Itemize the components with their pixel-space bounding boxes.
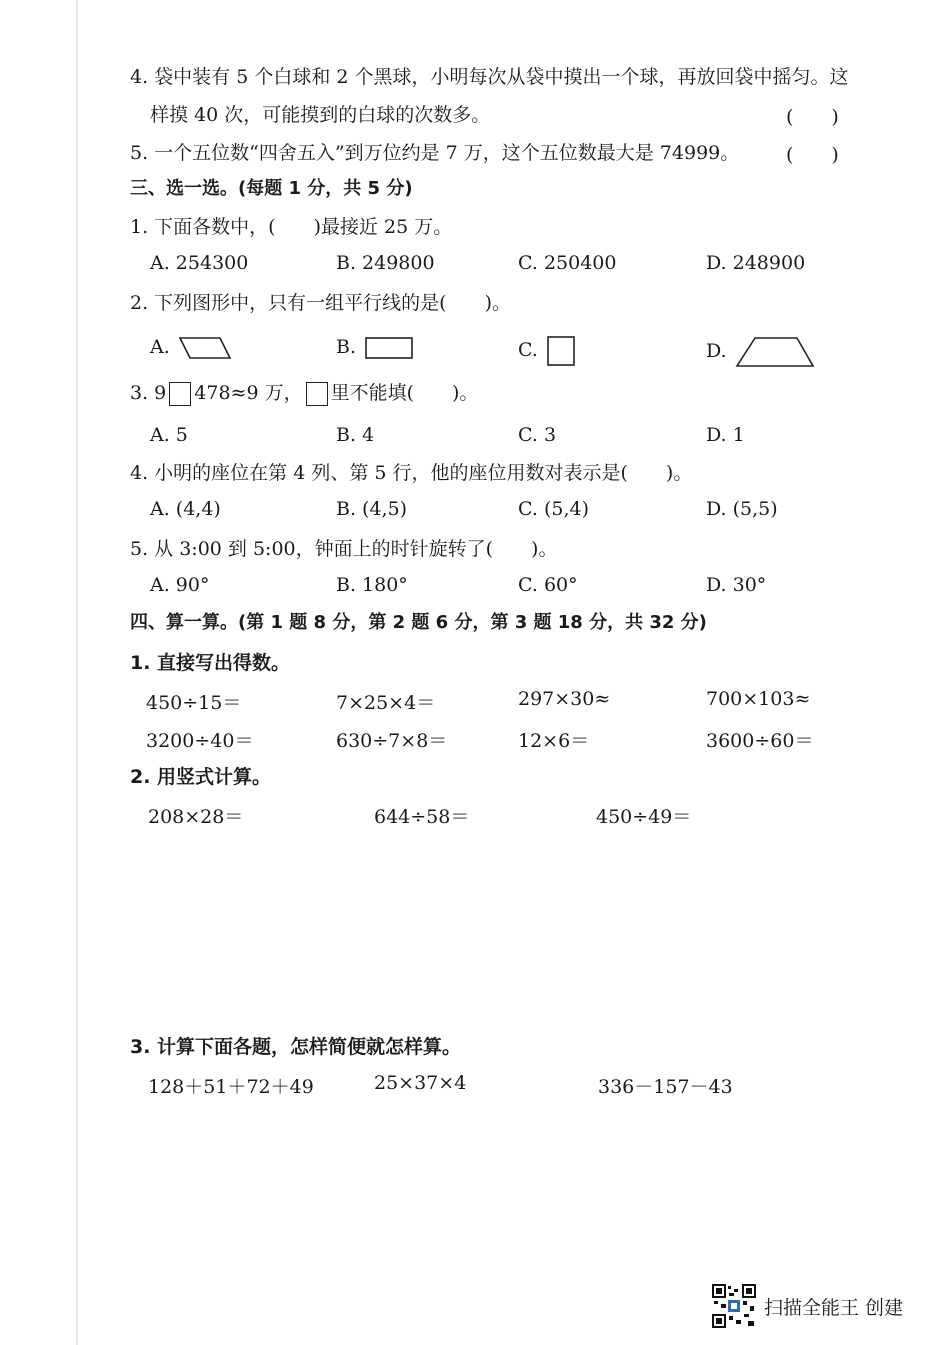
q3-text-c: 里不能填( )。 bbox=[330, 382, 479, 404]
vertical-calc-3[interactable]: 450÷49＝ bbox=[596, 806, 692, 828]
vertical-calc-1[interactable]: 208×28＝ bbox=[148, 806, 244, 828]
q2-option-c[interactable] bbox=[518, 334, 578, 368]
mental-calc-8[interactable]: 3600÷60＝ bbox=[706, 730, 814, 752]
calc-q3: 3. 计算下面各题，怎样简便就怎样算。 bbox=[130, 1036, 462, 1058]
digit-box[interactable] bbox=[169, 382, 191, 406]
judge-q5: 5. 一个五位数“四舍五入”到万位约是 7 万，这个五位数最大是 74999。 bbox=[130, 142, 740, 164]
q3-option-c[interactable]: C. 3 bbox=[518, 424, 557, 446]
q4-option-a[interactable]: A. (4,4) bbox=[150, 498, 221, 520]
choice-q1: 1. 下面各数中，( )最接近 25 万。 bbox=[130, 216, 453, 238]
q1-option-a[interactable]: A. 254300 bbox=[150, 252, 249, 274]
q1-option-d[interactable]: D. 248900 bbox=[706, 252, 806, 274]
choice-q3 bbox=[130, 380, 478, 406]
mental-calc-6[interactable]: 630÷7×8＝ bbox=[336, 730, 448, 752]
judge-q4-line1: 4. 袋中装有 5 个白球和 2 个黑球，小明每次从袋中摸出一个球，再放回袋中摇匀。这 bbox=[130, 66, 849, 88]
trapezoid-icon bbox=[733, 334, 817, 370]
mental-calc-5[interactable]: 3200÷40＝ bbox=[146, 730, 254, 752]
q5-option-c[interactable]: C. 60° bbox=[518, 574, 578, 596]
q4-option-c[interactable]: C. (5,4) bbox=[518, 498, 589, 520]
page-spine bbox=[76, 0, 78, 1345]
q5-option-a[interactable]: A. 90° bbox=[150, 574, 210, 596]
choice-q4: 4. 小明的座位在第 4 列、第 5 行，他的座位用数对表示是( )。 bbox=[130, 462, 693, 484]
choice-q2: 2. 下列图形中，只有一组平行线的是( )。 bbox=[130, 292, 511, 314]
watermark-text: 扫描全能王 创建 bbox=[764, 1296, 904, 1319]
digit-box-ref bbox=[306, 382, 328, 406]
simplify-calc-2[interactable]: 25×37×4 bbox=[374, 1072, 467, 1094]
square-icon bbox=[544, 334, 578, 368]
vertical-calc-2[interactable]: 644÷58＝ bbox=[374, 806, 470, 828]
q2-option-d[interactable] bbox=[706, 334, 817, 370]
parallelogram-icon bbox=[176, 334, 236, 362]
q3-option-d[interactable]: D. 1 bbox=[706, 424, 745, 446]
qr-code-icon bbox=[712, 1284, 756, 1328]
answer-paren-q4[interactable]: ( ) bbox=[786, 106, 839, 128]
q4-option-d[interactable]: D. (5,5) bbox=[706, 498, 778, 520]
q3-option-b[interactable]: B. 4 bbox=[336, 424, 375, 446]
simplify-calc-3[interactable]: 336－157－43 bbox=[598, 1076, 733, 1098]
q3-text-b: 478≈9 万， bbox=[194, 382, 303, 404]
section4-title: 四、算一算。(第 1 题 8 分，第 2 题 6 分，第 3 题 18 分，共 32 分) bbox=[130, 612, 707, 633]
q2-option-d-label: D. bbox=[706, 340, 727, 362]
q3-text-a: 3. 9 bbox=[130, 382, 167, 404]
q2-option-b[interactable] bbox=[336, 334, 418, 362]
q2-option-c-label: C. bbox=[518, 339, 538, 361]
scanner-watermark bbox=[712, 1284, 903, 1328]
q2-option-a-label: A. bbox=[150, 336, 170, 358]
q5-option-d[interactable]: D. 30° bbox=[706, 574, 767, 596]
calc-q1: 1. 直接写出得数。 bbox=[130, 652, 291, 674]
mental-calc-1[interactable]: 450÷15＝ bbox=[146, 692, 242, 714]
q2-option-a[interactable] bbox=[150, 334, 236, 362]
rectangle-icon bbox=[362, 334, 418, 362]
q5-option-b[interactable]: B. 180° bbox=[336, 574, 408, 596]
q1-option-c[interactable]: C. 250400 bbox=[518, 252, 617, 274]
q4-option-b[interactable]: B. (4,5) bbox=[336, 498, 408, 520]
q2-option-b-label: B. bbox=[336, 336, 357, 358]
judge-q4-line2: 样摸 40 次，可能摸到的白球的次数多。 bbox=[150, 104, 491, 126]
mental-calc-4[interactable]: 700×103≈ bbox=[706, 688, 811, 710]
calc-q2: 2. 用竖式计算。 bbox=[130, 766, 272, 788]
q1-option-b[interactable]: B. 249800 bbox=[336, 252, 435, 274]
choice-q5: 5. 从 3:00 到 5:00，钟面上的时针旋转了( )。 bbox=[130, 538, 558, 560]
mental-calc-3[interactable]: 297×30≈ bbox=[518, 688, 611, 710]
q3-option-a[interactable]: A. 5 bbox=[150, 424, 188, 446]
answer-paren-q5[interactable]: ( ) bbox=[786, 144, 839, 166]
mental-calc-2[interactable]: 7×25×4＝ bbox=[336, 692, 436, 714]
simplify-calc-1[interactable]: 128＋51＋72＋49 bbox=[148, 1076, 314, 1098]
section3-title: 三、选一选。(每题 1 分，共 5 分) bbox=[130, 178, 413, 199]
mental-calc-7[interactable]: 12×6＝ bbox=[518, 730, 590, 752]
